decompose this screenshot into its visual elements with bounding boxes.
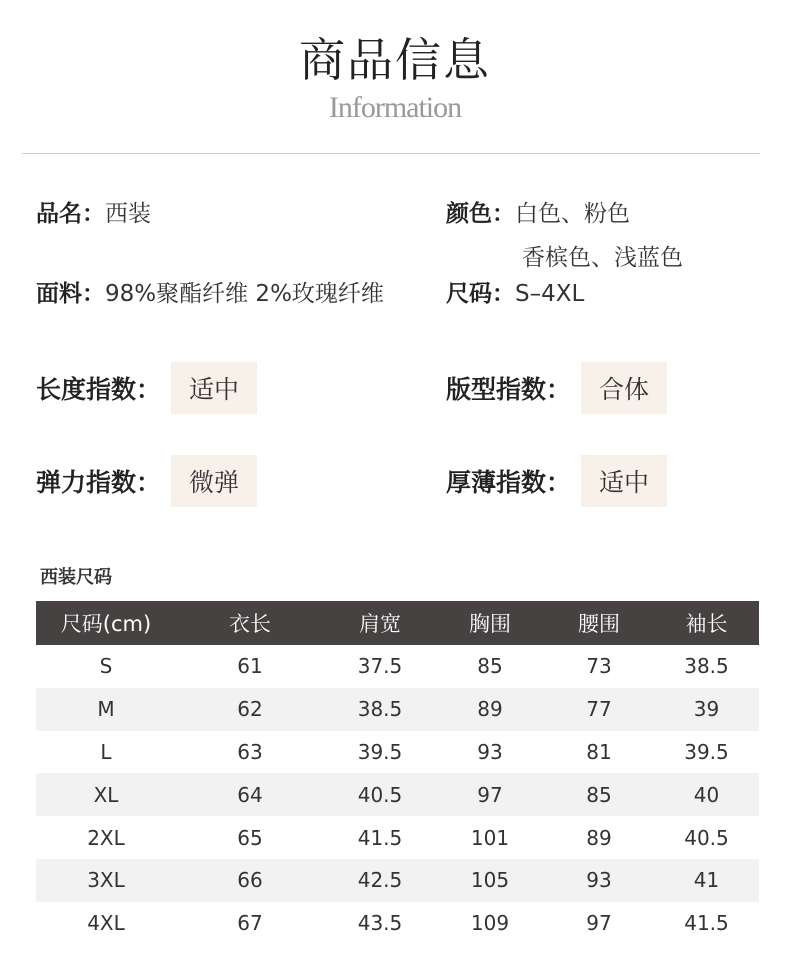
cell-size: 4XL	[87, 911, 125, 936]
cell-shoulder: 40.5	[324, 773, 436, 816]
table-row	[36, 773, 759, 816]
cell-length: 62	[176, 688, 324, 731]
cell-sleeve: 39.5	[684, 739, 729, 764]
product-fabric	[36, 277, 384, 311]
thickness-index	[446, 455, 667, 507]
cell-waist: 81	[586, 739, 612, 764]
cell-size: M	[36, 688, 176, 731]
cell-size: 3XL	[36, 859, 176, 902]
elasticity-index-value: 微弹	[171, 455, 257, 507]
cell-size: S	[99, 654, 113, 679]
length-index-label: 长度指数：	[36, 375, 162, 404]
table-header-row	[36, 601, 759, 645]
cell-chest: 97	[436, 773, 544, 816]
cell-size: L	[100, 739, 112, 764]
header-shoulder: 肩宽	[324, 601, 436, 645]
cell-waist: 77	[544, 688, 654, 731]
cell-chest: 85	[477, 654, 503, 679]
cell-shoulder: 37.5	[357, 654, 403, 679]
color-label: 颜色：	[446, 201, 515, 227]
cell-shoulder: 42.5	[324, 859, 436, 902]
size-table-title: 西装尺码	[40, 567, 112, 588]
size-label: 尺码：	[446, 281, 515, 307]
elasticity-index	[36, 455, 257, 507]
product-size	[446, 277, 584, 311]
thickness-index-value: 适中	[581, 455, 667, 507]
elasticity-index-label: 弹力指数：	[36, 468, 162, 497]
table-row	[36, 816, 759, 859]
fit-index-value: 合体	[581, 362, 667, 414]
table-row	[36, 859, 759, 902]
cell-shoulder: 38.5	[324, 688, 436, 731]
cell-chest: 89	[436, 688, 544, 731]
cell-sleeve: 41	[654, 859, 759, 902]
cell-length: 61	[237, 654, 263, 679]
cell-shoulder: 41.5	[357, 825, 403, 850]
cell-length: 66	[176, 859, 324, 902]
table-row	[36, 731, 759, 774]
length-index-value: 适中	[171, 362, 257, 414]
header-sleeve: 袖长	[654, 601, 759, 645]
page-subtitle: Information	[328, 91, 462, 124]
divider	[22, 153, 760, 154]
size-value: S–4XL	[515, 281, 585, 307]
cell-shoulder: 39.5	[357, 739, 403, 764]
fit-index-label: 版型指数：	[446, 375, 572, 404]
cell-shoulder: 43.5	[357, 911, 403, 936]
fabric-label: 面料：	[36, 281, 105, 307]
cell-length: 65	[237, 825, 263, 850]
cell-waist: 85	[544, 773, 654, 816]
product-color	[446, 197, 630, 231]
cell-sleeve: 41.5	[684, 911, 729, 936]
product-name	[36, 197, 151, 231]
cell-waist: 73	[586, 654, 612, 679]
product-name-label: 品名：	[36, 201, 105, 227]
page-title: 商品信息	[299, 33, 491, 87]
cell-sleeve: 40	[654, 773, 759, 816]
cell-sleeve: 38.5	[684, 654, 729, 679]
cell-sleeve: 39	[654, 688, 759, 731]
fit-index	[446, 362, 667, 414]
cell-waist: 93	[544, 859, 654, 902]
table-row	[36, 645, 759, 688]
cell-size: XL	[36, 773, 176, 816]
fabric-value: 98%聚酯纤维 2%玫瑰纤维	[105, 281, 384, 307]
header-length: 衣长	[176, 601, 324, 645]
cell-sleeve: 40.5	[684, 825, 729, 850]
size-table	[36, 601, 759, 945]
cell-size: 2XL	[87, 825, 125, 850]
cell-length: 64	[176, 773, 324, 816]
cell-length: 67	[237, 911, 263, 936]
color-value-line2: 香槟色、浅蓝色	[522, 245, 683, 271]
header-waist: 腰围	[544, 601, 654, 645]
cell-length: 63	[237, 739, 263, 764]
length-index	[36, 362, 257, 414]
product-name-value: 西装	[105, 201, 151, 227]
thickness-index-label: 厚薄指数：	[446, 468, 572, 497]
cell-waist: 97	[586, 911, 612, 936]
cell-chest: 93	[477, 739, 503, 764]
cell-chest: 101	[470, 825, 510, 850]
header-chest: 胸围	[436, 601, 544, 645]
header-size: 尺码(cm)	[36, 601, 176, 645]
color-value-line1: 白色、粉色	[515, 201, 630, 227]
cell-chest: 109	[470, 911, 510, 936]
table-row	[36, 902, 759, 945]
table-row	[36, 688, 759, 731]
cell-waist: 89	[586, 825, 612, 850]
cell-chest: 105	[436, 859, 544, 902]
